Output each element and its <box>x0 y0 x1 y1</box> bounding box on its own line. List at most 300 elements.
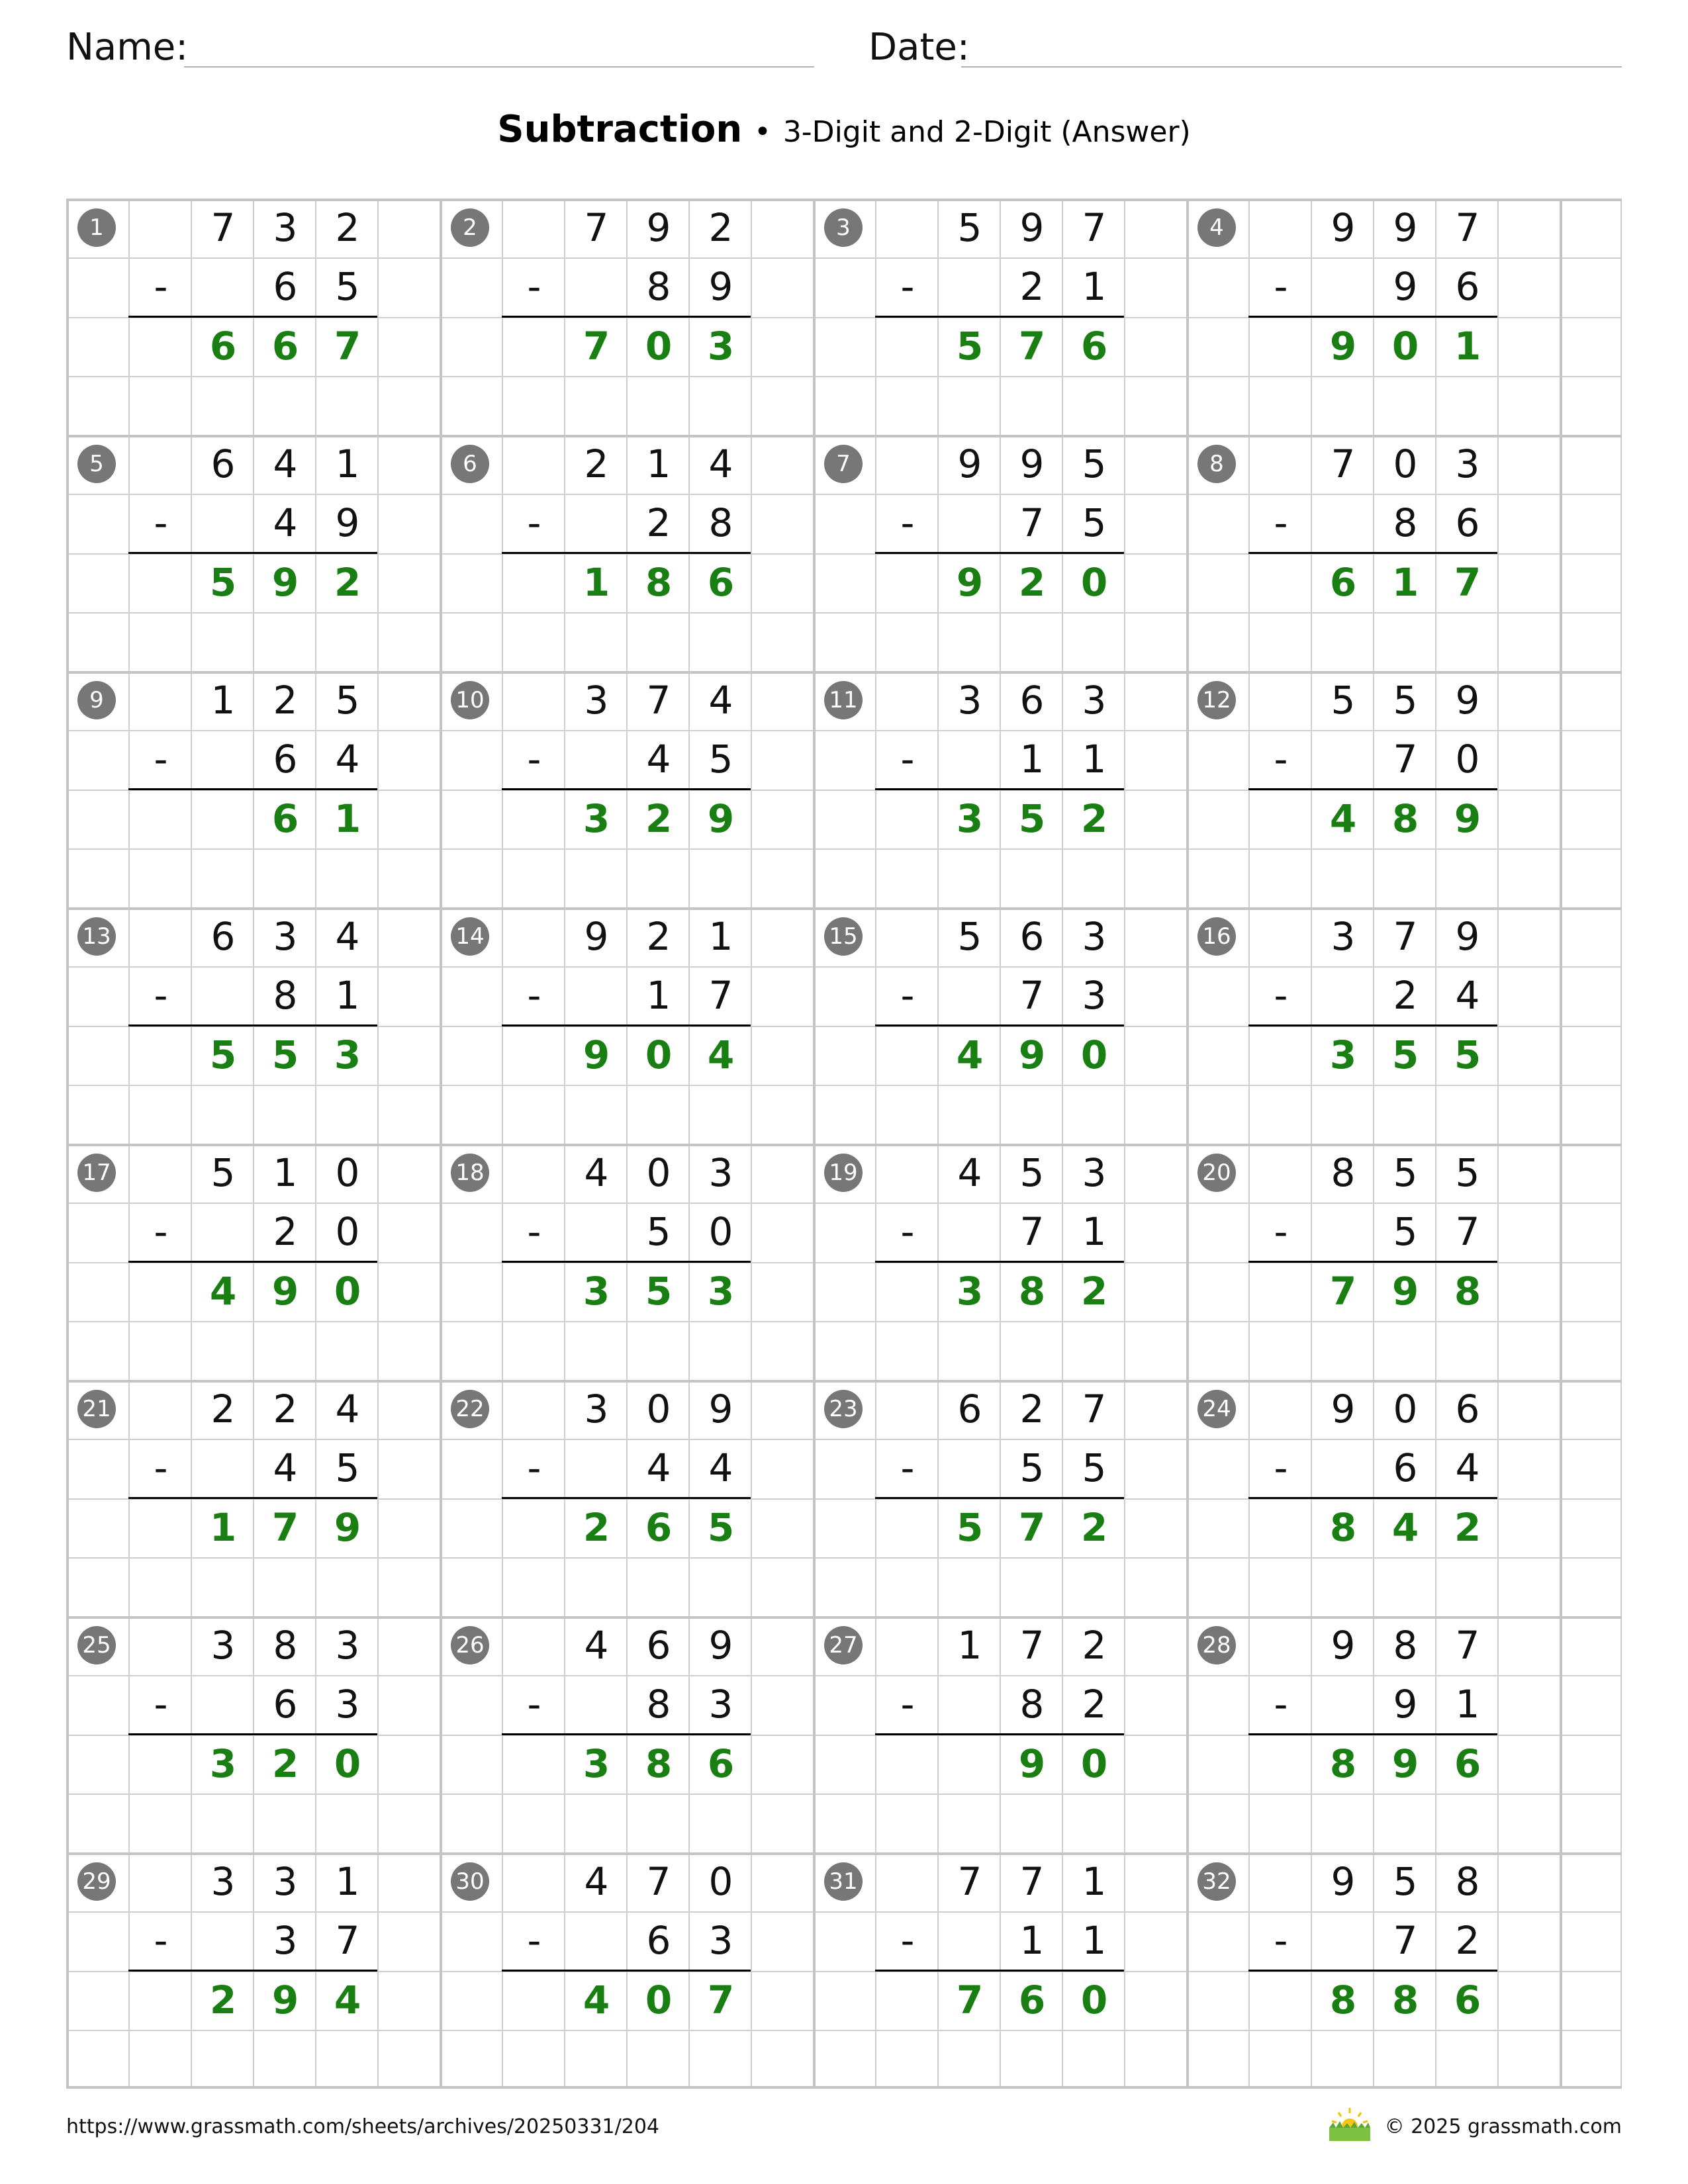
answer-digit: 3 <box>956 796 984 841</box>
subtrahend-digit: 6 <box>1393 1445 1418 1491</box>
answer-digit: 9 <box>1391 1268 1419 1314</box>
minuend-digit: 7 <box>1019 1859 1045 1904</box>
minus-sign: - <box>154 264 168 310</box>
minuend-digit: 1 <box>211 678 236 723</box>
minuend-digit: 6 <box>957 1387 982 1432</box>
answer-digit: 0 <box>1391 323 1419 369</box>
answer-digit: 9 <box>334 1504 361 1550</box>
subtrahend-digit: 5 <box>1393 1209 1418 1255</box>
minuend-digit: 5 <box>211 1150 236 1195</box>
subtrahend-digit: 6 <box>646 1918 671 1964</box>
minuend-digit: 2 <box>584 441 609 486</box>
subtrahend-digit: 8 <box>1019 1682 1045 1727</box>
minuend-digit: 4 <box>273 441 298 486</box>
problem-number-badge: 21 <box>77 1390 116 1428</box>
minuend-digit: 0 <box>1393 441 1418 486</box>
minuend-digit: 5 <box>335 678 360 723</box>
subtrahend-digit: 4 <box>708 1445 733 1491</box>
minuend-digit: 3 <box>273 1859 298 1904</box>
minuend-digit: 2 <box>1082 1623 1107 1668</box>
answer-digit: 4 <box>1329 796 1357 841</box>
answer-digit: 8 <box>1391 1977 1419 2023</box>
answer-digit: 2 <box>271 1741 299 1786</box>
problem-number-badge: 2 <box>451 208 489 247</box>
answer-digit: 5 <box>645 1268 673 1314</box>
minuend-digit: 4 <box>335 914 360 959</box>
minuend-digit: 1 <box>957 1623 982 1668</box>
answer-digit: 9 <box>1018 1032 1046 1077</box>
minuend-digit: 2 <box>335 205 360 250</box>
minuend-digit: 5 <box>1393 1859 1418 1904</box>
subtrahend-digit: 8 <box>273 973 298 1019</box>
minus-sign: - <box>154 1445 168 1491</box>
grid-line-horizontal <box>66 376 1622 377</box>
grid-line-horizontal <box>66 1321 1622 1322</box>
answer-digit: 7 <box>334 323 361 369</box>
answer-digit: 8 <box>1454 1268 1481 1314</box>
minuend-digit: 5 <box>1082 441 1107 486</box>
minuend-digit: 9 <box>584 914 609 959</box>
minuend-digit: 9 <box>646 205 671 250</box>
subtrahend-digit: 6 <box>273 264 298 310</box>
minuend-digit: 7 <box>1331 441 1356 486</box>
minus-sign: - <box>1274 1682 1288 1727</box>
minuend-digit: 9 <box>1393 205 1418 250</box>
answer-digit: 2 <box>645 796 673 841</box>
answer-digit: 4 <box>956 1032 984 1077</box>
answer-digit: 0 <box>334 1268 361 1314</box>
answer-digit: 1 <box>209 1504 237 1550</box>
subtrahend-digit: 6 <box>1455 264 1480 310</box>
minuend-digit: 8 <box>1331 1150 1356 1195</box>
subtrahend-digit: 2 <box>273 1209 298 1255</box>
minuend-digit: 7 <box>1455 1623 1480 1668</box>
answer-digit: 1 <box>1391 559 1419 605</box>
subtrahend-digit: 7 <box>1019 500 1045 546</box>
subtrahend-digit: 7 <box>1019 1209 1045 1255</box>
footer-url: https://www.grassmath.com/sheets/archives/20250331/204 <box>66 2115 660 2138</box>
problem-number-badge: 5 <box>77 445 116 483</box>
subtrahend-digit: 7 <box>335 1918 360 1964</box>
minus-sign: - <box>1274 973 1288 1019</box>
subtrahend-digit: 0 <box>335 1209 360 1255</box>
answer-digit: 7 <box>1018 1504 1046 1550</box>
minuend-digit: 6 <box>646 1623 671 1668</box>
answer-digit: 2 <box>1018 559 1046 605</box>
answer-digit: 4 <box>583 1977 610 2023</box>
footer-copyright: © 2025 grassmath.com <box>1384 2115 1622 2138</box>
answer-digit: 4 <box>334 1977 361 2023</box>
minuend-digit: 4 <box>957 1150 982 1195</box>
subtrahend-digit: 2 <box>646 500 671 546</box>
minuend-digit: 1 <box>646 441 671 486</box>
subtrahend-digit: 2 <box>1455 1918 1480 1964</box>
subtrahend-digit: 4 <box>646 737 671 782</box>
subtrahend-digit: 5 <box>646 1209 671 1255</box>
subtrahend-digit: 3 <box>1082 973 1107 1019</box>
answer-digit: 7 <box>956 1977 984 2023</box>
problem-number-badge: 28 <box>1197 1626 1236 1664</box>
minuend-digit: 7 <box>1082 1387 1107 1432</box>
minus-sign: - <box>527 264 541 310</box>
problem-number-badge: 15 <box>824 917 863 956</box>
answer-digit: 5 <box>707 1504 735 1550</box>
minuend-digit: 4 <box>584 1859 609 1904</box>
subtrahend-digit: 2 <box>1082 1682 1107 1727</box>
answer-digit: 6 <box>1018 1977 1046 2023</box>
minuend-digit: 5 <box>1393 1150 1418 1195</box>
problem-number-badge: 31 <box>824 1862 863 1901</box>
minuend-digit: 1 <box>708 914 733 959</box>
subtrahend-digit: 7 <box>708 973 733 1019</box>
minuend-digit: 0 <box>708 1859 733 1904</box>
answer-digit: 6 <box>1454 1741 1481 1786</box>
answer-digit: 0 <box>645 1977 673 2023</box>
grid-line-horizontal <box>66 848 1622 850</box>
answer-digit: 7 <box>271 1504 299 1550</box>
subtrahend-digit: 0 <box>708 1209 733 1255</box>
minuend-digit: 5 <box>957 205 982 250</box>
subtrahend-digit: 9 <box>335 500 360 546</box>
subtrahend-digit: 6 <box>273 737 298 782</box>
minuend-digit: 4 <box>584 1623 609 1668</box>
subtrahend-digit: 3 <box>708 1682 733 1727</box>
problem-number-badge: 18 <box>451 1154 489 1192</box>
answer-digit: 2 <box>1454 1504 1481 1550</box>
minus-sign: - <box>527 1682 541 1727</box>
grid-line-horizontal <box>66 1085 1622 1086</box>
problem-number-badge: 9 <box>77 681 116 719</box>
answer-digit: 7 <box>583 323 610 369</box>
answer-digit: 4 <box>209 1268 237 1314</box>
answer-digit: 6 <box>271 323 299 369</box>
minuend-digit: 2 <box>273 1387 298 1432</box>
answer-digit: 6 <box>209 323 237 369</box>
subtrahend-digit: 1 <box>1082 264 1107 310</box>
answer-digit: 9 <box>583 1032 610 1077</box>
minuend-digit: 7 <box>1019 1623 1045 1668</box>
answer-digit: 7 <box>1454 559 1481 605</box>
title-subtitle: 3-Digit and 2-Digit (Answer) <box>782 115 1191 149</box>
name-line[interactable] <box>184 66 814 68</box>
minus-sign: - <box>900 1918 915 1964</box>
answer-digit: 0 <box>1080 1741 1108 1786</box>
minuend-digit: 7 <box>1082 205 1107 250</box>
answer-digit: 1 <box>1454 323 1481 369</box>
problem-number-badge: 3 <box>824 208 863 247</box>
answer-digit: 3 <box>583 1268 610 1314</box>
answer-digit: 2 <box>209 1977 237 2023</box>
subtrahend-digit: 2 <box>1393 973 1418 1019</box>
minuend-digit: 3 <box>1455 441 1480 486</box>
answer-digit: 6 <box>271 796 299 841</box>
answer-digit: 1 <box>334 796 361 841</box>
minuend-digit: 8 <box>1455 1859 1480 1904</box>
minus-sign: - <box>154 1918 168 1964</box>
answer-digit: 9 <box>271 1977 299 2023</box>
problem-number-badge: 7 <box>824 445 863 483</box>
subtrahend-digit: 1 <box>646 973 671 1019</box>
answer-digit: 8 <box>1329 1741 1357 1786</box>
problem-number-badge: 8 <box>1197 445 1236 483</box>
minuend-digit: 9 <box>1455 914 1480 959</box>
subtrahend-digit: 8 <box>708 500 733 546</box>
minuend-digit: 0 <box>646 1387 671 1432</box>
answer-digit: 9 <box>707 796 735 841</box>
subtrahend-digit: 9 <box>1393 264 1418 310</box>
minuend-digit: 5 <box>1331 678 1356 723</box>
minuend-digit: 9 <box>1019 441 1045 486</box>
minuend-digit: 9 <box>957 441 982 486</box>
minuend-digit: 1 <box>273 1150 298 1195</box>
answer-digit: 5 <box>271 1032 299 1077</box>
subtrahend-digit: 3 <box>273 1918 298 1964</box>
answer-digit: 8 <box>1329 1504 1357 1550</box>
subtrahend-digit: 7 <box>1455 1209 1480 1255</box>
problem-number-badge: 4 <box>1197 208 1236 247</box>
minuend-digit: 3 <box>1331 914 1356 959</box>
subtrahend-digit: 9 <box>1393 1682 1418 1727</box>
minus-sign: - <box>1274 737 1288 782</box>
date-line[interactable] <box>961 66 1622 68</box>
minuend-digit: 7 <box>584 205 609 250</box>
minuend-digit: 7 <box>646 678 671 723</box>
minuend-digit: 3 <box>1082 678 1107 723</box>
answer-digit: 4 <box>707 1032 735 1077</box>
answer-digit: 0 <box>1080 1977 1108 2023</box>
minus-sign: - <box>154 1209 168 1255</box>
minuend-digit: 7 <box>957 1859 982 1904</box>
minuend-digit: 2 <box>273 678 298 723</box>
minus-sign: - <box>527 1209 541 1255</box>
minus-sign: - <box>527 1918 541 1964</box>
subtrahend-digit: 7 <box>1393 1918 1418 1964</box>
problem-number-badge: 6 <box>451 445 489 483</box>
answer-digit: 0 <box>1080 1032 1108 1077</box>
minuend-digit: 6 <box>1455 1387 1480 1432</box>
answer-digit: 3 <box>707 1268 735 1314</box>
answer-digit: 2 <box>1080 1504 1108 1550</box>
answer-digit: 5 <box>1391 1032 1419 1077</box>
problem-number-badge: 12 <box>1197 681 1236 719</box>
answer-digit: 9 <box>1018 1741 1046 1786</box>
minuend-digit: 3 <box>584 1387 609 1432</box>
subtrahend-digit: 3 <box>335 1682 360 1727</box>
subtrahend-digit: 4 <box>1455 973 1480 1019</box>
minuend-digit: 3 <box>273 914 298 959</box>
answer-digit: 3 <box>956 1268 984 1314</box>
problem-number-badge: 30 <box>451 1862 489 1901</box>
minus-sign: - <box>527 737 541 782</box>
answer-digit: 5 <box>1454 1032 1481 1077</box>
answer-digit: 9 <box>271 1268 299 1314</box>
date-label: Date: <box>868 26 970 69</box>
minuend-digit: 9 <box>1331 1623 1356 1668</box>
answer-digit: 3 <box>1329 1032 1357 1077</box>
minus-sign: - <box>1274 264 1288 310</box>
answer-digit: 5 <box>1018 796 1046 841</box>
answer-digit: 8 <box>1018 1268 1046 1314</box>
problem-number-badge: 1 <box>77 208 116 247</box>
grid-line-horizontal <box>66 1557 1622 1559</box>
minuend-digit: 5 <box>1455 1150 1480 1195</box>
grass-sun-logo-icon <box>1327 2107 1373 2143</box>
minuend-digit: 3 <box>335 1623 360 1668</box>
answer-digit: 3 <box>583 796 610 841</box>
minuend-digit: 0 <box>335 1150 360 1195</box>
minuend-digit: 8 <box>273 1623 298 1668</box>
answer-digit: 9 <box>1329 323 1357 369</box>
minus-sign: - <box>900 1445 915 1491</box>
minuend-digit: 6 <box>1019 678 1045 723</box>
minus-sign: - <box>527 500 541 546</box>
answer-digit: 6 <box>1080 323 1108 369</box>
worksheet-grid <box>66 199 1622 2089</box>
minuend-digit: 7 <box>1393 914 1418 959</box>
minus-sign: - <box>900 1682 915 1727</box>
problem-number-badge: 22 <box>451 1390 489 1428</box>
grid-line-horizontal <box>66 2030 1622 2031</box>
problem-number-badge: 26 <box>451 1626 489 1664</box>
answer-digit: 0 <box>645 1032 673 1077</box>
minuend-digit: 9 <box>1331 1387 1356 1432</box>
minus-sign: - <box>1274 1209 1288 1255</box>
answer-digit: 8 <box>1329 1977 1357 2023</box>
minuend-digit: 9 <box>1019 205 1045 250</box>
problem-number-badge: 11 <box>824 681 863 719</box>
minus-sign: - <box>900 1209 915 1255</box>
answer-digit: 3 <box>583 1741 610 1786</box>
minus-sign: - <box>900 737 915 782</box>
minuend-digit: 2 <box>646 914 671 959</box>
subtrahend-digit: 3 <box>708 1918 733 1964</box>
subtrahend-digit: 1 <box>1082 1918 1107 1964</box>
answer-digit: 0 <box>1080 559 1108 605</box>
subtrahend-digit: 5 <box>1082 500 1107 546</box>
subtrahend-digit: 1 <box>1019 737 1045 782</box>
answer-digit: 7 <box>707 1977 735 2023</box>
minus-sign: - <box>154 1682 168 1727</box>
subtrahend-digit: 7 <box>1019 973 1045 1019</box>
subtrahend-digit: 1 <box>1019 1918 1045 1964</box>
answer-digit: 3 <box>707 323 735 369</box>
minus-sign: - <box>154 500 168 546</box>
subtrahend-digit: 0 <box>1455 737 1480 782</box>
subtrahend-digit: 1 <box>1082 737 1107 782</box>
minuend-digit: 3 <box>211 1623 236 1668</box>
problem-number-badge: 14 <box>451 917 489 956</box>
minuend-digit: 7 <box>646 1859 671 1904</box>
minuend-digit: 9 <box>1455 678 1480 723</box>
answer-digit: 3 <box>334 1032 361 1077</box>
title-bullet: • <box>754 115 771 149</box>
minuend-digit: 9 <box>708 1387 733 1432</box>
minuend-digit: 4 <box>584 1150 609 1195</box>
answer-digit: 6 <box>707 559 735 605</box>
subtrahend-digit: 5 <box>1019 1445 1045 1491</box>
subtrahend-digit: 5 <box>708 737 733 782</box>
minus-sign: - <box>154 973 168 1019</box>
answer-digit: 6 <box>707 1741 735 1786</box>
subtrahend-digit: 6 <box>1455 500 1480 546</box>
subtrahend-digit: 4 <box>273 500 298 546</box>
answer-digit: 6 <box>645 1504 673 1550</box>
answer-digit: 7 <box>1018 323 1046 369</box>
minuend-digit: 3 <box>708 1150 733 1195</box>
minus-sign: - <box>1274 1445 1288 1491</box>
subtrahend-digit: 4 <box>273 1445 298 1491</box>
minuend-digit: 5 <box>957 914 982 959</box>
answer-digit: 4 <box>1391 1504 1419 1550</box>
subtrahend-digit: 1 <box>1082 1209 1107 1255</box>
grid-line-horizontal <box>66 1794 1622 1795</box>
subtrahend-digit: 8 <box>646 264 671 310</box>
answer-digit: 1 <box>583 559 610 605</box>
answer-digit: 8 <box>645 559 673 605</box>
minuend-digit: 3 <box>957 678 982 723</box>
minuend-digit: 8 <box>1393 1623 1418 1668</box>
minuend-digit: 1 <box>1082 1859 1107 1904</box>
problem-number-badge: 16 <box>1197 917 1236 956</box>
minuend-digit: 3 <box>1082 1150 1107 1195</box>
minus-sign: - <box>900 973 915 1019</box>
minuend-digit: 7 <box>1455 205 1480 250</box>
answer-digit: 9 <box>1391 1741 1419 1786</box>
minuend-digit: 3 <box>584 678 609 723</box>
subtrahend-digit: 7 <box>1393 737 1418 782</box>
minuend-digit: 1 <box>335 441 360 486</box>
answer-digit: 2 <box>334 559 361 605</box>
minus-sign: - <box>527 973 541 1019</box>
subtrahend-digit: 5 <box>335 1445 360 1491</box>
subtrahend-digit: 8 <box>646 1682 671 1727</box>
minus-sign: - <box>900 500 915 546</box>
minuend-digit: 2 <box>708 205 733 250</box>
problem-number-badge: 24 <box>1197 1390 1236 1428</box>
minus-sign: - <box>900 264 915 310</box>
answer-digit: 9 <box>956 559 984 605</box>
problem-number-badge: 19 <box>824 1154 863 1192</box>
answer-digit: 2 <box>1080 796 1108 841</box>
minuend-digit: 4 <box>708 441 733 486</box>
minuend-digit: 1 <box>335 1859 360 1904</box>
minus-sign: - <box>154 737 168 782</box>
minuend-digit: 3 <box>211 1859 236 1904</box>
problem-number-badge: 32 <box>1197 1862 1236 1901</box>
answer-digit: 6 <box>1454 1977 1481 2023</box>
problem-number-badge: 23 <box>824 1390 863 1428</box>
minus-sign: - <box>1274 1918 1288 1964</box>
subtrahend-digit: 1 <box>1455 1682 1480 1727</box>
problem-number-badge: 13 <box>77 917 116 956</box>
answer-digit: 5 <box>209 1032 237 1077</box>
subtrahend-digit: 6 <box>273 1682 298 1727</box>
answer-digit: 5 <box>956 1504 984 1550</box>
minuend-digit: 0 <box>646 1150 671 1195</box>
subtrahend-digit: 8 <box>1393 500 1418 546</box>
problem-number-badge: 29 <box>77 1862 116 1901</box>
minus-sign: - <box>527 1445 541 1491</box>
subtrahend-digit: 9 <box>708 264 733 310</box>
answer-digit: 0 <box>334 1741 361 1786</box>
block-border-horizontal <box>66 2086 1622 2089</box>
answer-digit: 5 <box>209 559 237 605</box>
answer-digit: 8 <box>645 1741 673 1786</box>
answer-digit: 0 <box>645 323 673 369</box>
problem-number-badge: 10 <box>451 681 489 719</box>
subtrahend-digit: 4 <box>1455 1445 1480 1491</box>
subtrahend-digit: 4 <box>646 1445 671 1491</box>
